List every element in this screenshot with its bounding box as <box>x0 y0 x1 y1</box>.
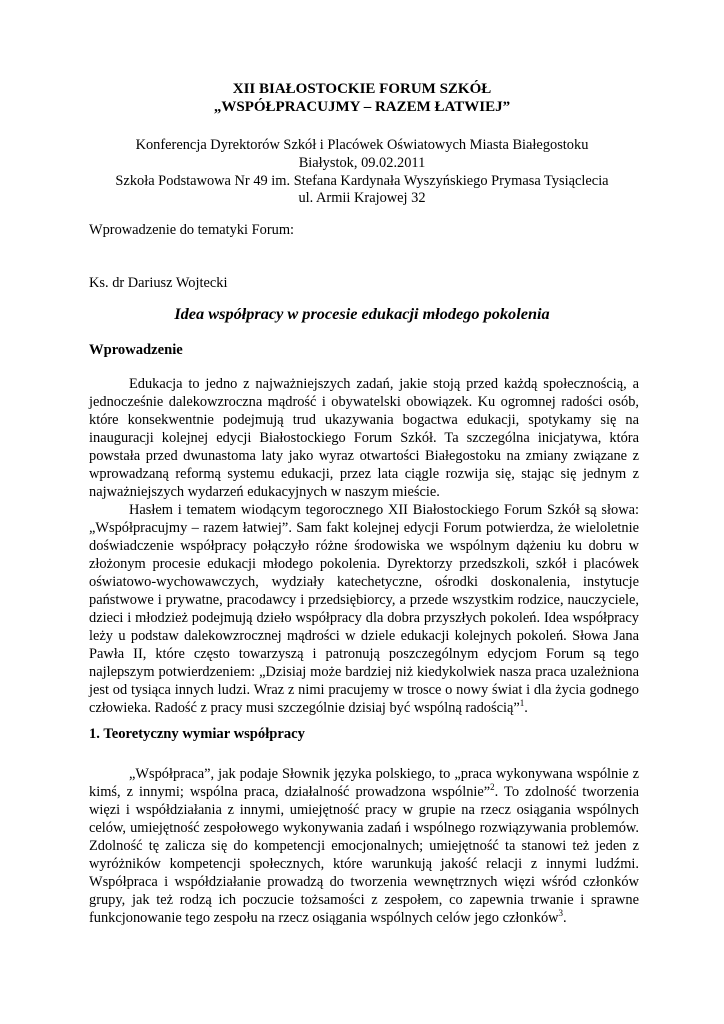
forum-title <box>0 80 724 116</box>
place-date: Białystok, 09.02.2011 <box>298 154 426 171</box>
forum-title-line2: „WSPÓŁPRACUJMY – RAZEM ŁATWIEJ” <box>213 99 511 115</box>
school-name: Szkoła Podstawowa Nr 49 im. Stefana Kardynała Wyszyńskiego Prymasa Tysiąclecia <box>115 172 609 189</box>
section-1-heading: 1. Teoretyczny wymiar współpracy <box>89 726 305 742</box>
paragraph-2 <box>89 501 639 717</box>
author-name: Ks. dr Dariusz Wojtecki <box>89 275 228 291</box>
paragraph-1-text: Edukacja to jedno z najważniejszych zadań, jakie stoją przed każdą społecznością, a jednocześnie dalekowzroczna mądrość i obywatelski obowiązek. Ku ogromnej radości osób, które konsekwentnie podejmują trud ukazywania bogactwa edukacji, spotykamy się na inauguracji kolejnej edycji Białostockiego Forum Szkół. Ta szczególna inicjatywa, która powstała przed dwunastoma laty jako wyraz otwartości Białegostoku na zmiany związane z wprowadzaną reformą systemu edukacji, przez lata ciągle rozwija się, stając się jednym z najważniejszych wydarzeń edukacyjnych w naszym mieście. <box>89 376 639 500</box>
intro-label: Wprowadzenie do tematyki Forum: <box>89 222 295 238</box>
intro-heading: Wprowadzenie <box>89 342 183 358</box>
conference-info <box>0 137 724 208</box>
paragraph-2-text: Hasłem i tematem wiodącym tegorocznego XII Białostockiego Forum Szkół są słowa: „Współpracujmy – razem łatwiej”. Sam fakt kolejnej edycji Forum potwierdza, że wieloletnie doświadczenie współpracy połączyło różne środowiska we wspólnym dążeniu ku dobru w złożonym procesie edukacji młodego pokolenia. Dyrektorzy przedszkoli, szkół i placówek oświatowo-wychowawczych, wydziały katechetyczne, ośrodki doskonalenia, instytucje państwowe i prywatne, pracodawcy i przedsiębiorcy, a przede wszystkim rodzice, nauczyciele, dzieci i młodzież podejmują dzieło współpracy dla dobra przyszłych pokoleń. Idea współpracy leży u podstaw dalekowzrocznej mądrości w dziele edukacji kolejnych pokoleń. Słowa Jana Pawła II, które często towarzyszą i patronują poszczególnym edycjom Forum są tego najlepszym potwierdzeniem: „Dzisiaj może bardziej niż kiedykolwiek nasza praca uzależniona jest od tysiąca innych ludzi. Wraz z nimi pracujemy w trosce o nowy świat i dla życia godnego człowieka. Radość z pracy musi szczególnie dzisiaj być wspólną radością” <box>89 502 639 716</box>
conference-name: Konferencja Dyrektorów Szkół i Placówek Oświatowych Miasta Białegostoku <box>135 137 589 153</box>
forum-title-line1: XII BIAŁOSTOCKIE FORUM SZKÓŁ <box>232 81 492 97</box>
paragraph-2-end: . <box>524 700 528 716</box>
paragraph-3-text-b: . To zdolność tworzenia więzi i współdziałania z innymi, umiejętność pracy w grupie na rzecz osiągania wspólnych celów, umiejętność zespołowego wykonywania zadań i wspólnego rozwiązywania problemów. Zdolność tę zalicza się do kompetencji emocjonalnych; umiejętność ta stanowi też jeden z wyróżników kompetencji społecznych, które warunkują jakość relacji z innymi ludźmi. Współpraca i współdziałanie prowadzą do tworzenia wewnętrznych więzi wśród członków grupy, jak też rodzą ich poczucie tożsamości z zespołem, co zapewnia trwanie i sprawne funkcjonowanie tego zespołu na rzecz osiągania wspólnych celów jego członków <box>89 784 640 926</box>
footnote-ref-2: 2 <box>490 782 495 793</box>
paragraph-3 <box>89 765 639 927</box>
paragraph-3-text-a: „Współpraca”, jak podaje Słownik języka polskiego, to „praca wykonywana wspólnie z kimś, z innymi; wspólna praca, działalność prowadzona wspólnie” <box>89 766 639 800</box>
footnote-ref-3: 3 <box>558 908 564 919</box>
article-title: Idea współpracy w procesie edukacji młodego pokolenia <box>174 304 550 323</box>
paragraph-1 <box>89 375 639 501</box>
school-address: ul. Armii Krajowej 32 <box>298 190 426 207</box>
paragraph-3-end: . <box>563 910 567 926</box>
footnote-ref-1: 1 <box>519 698 525 709</box>
